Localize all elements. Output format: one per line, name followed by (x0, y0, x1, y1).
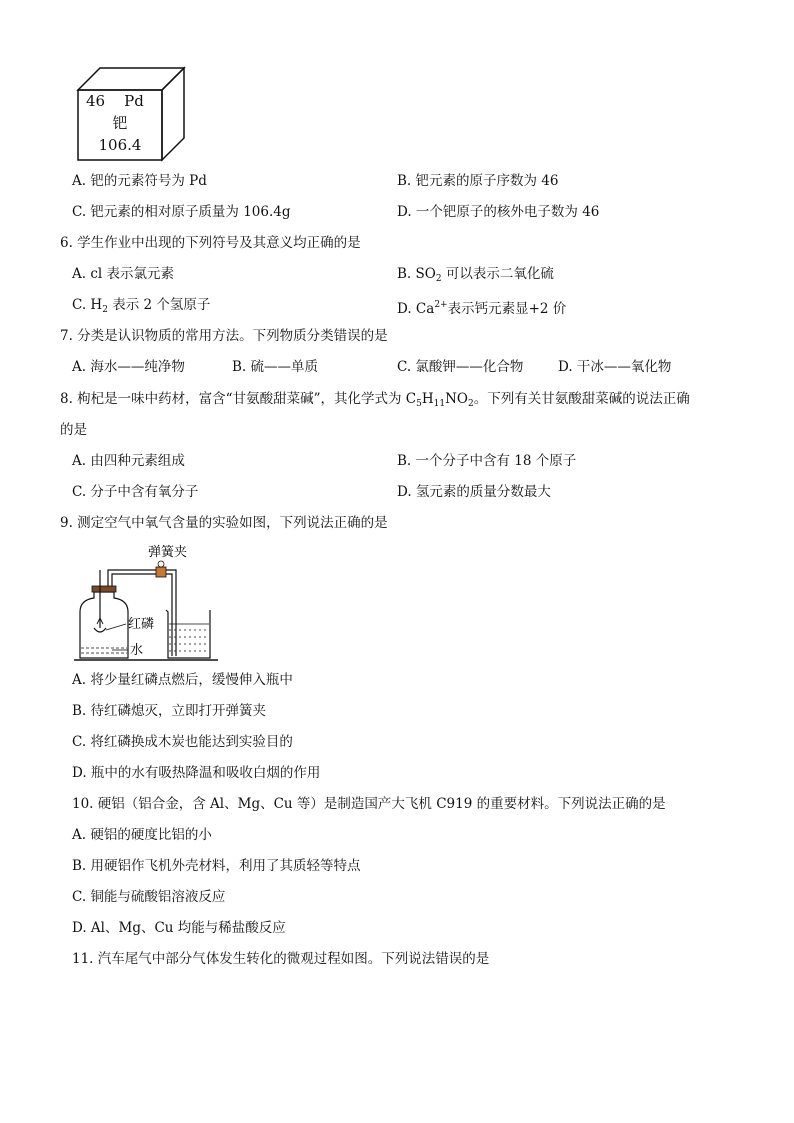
q6-stem: 6. 学生作业中出现的下列符号及其意义均正确的是 (60, 235, 361, 251)
q10-stem: 10. 硬铝（铝合金，含 Al、Mg、Cu 等）是制造国产大飞机 C919 的重要材料。下列说法正确的是 (72, 796, 666, 812)
q7-option-c: C. 氯酸钾——化合物 (397, 359, 524, 375)
q11-stem: 11. 汽车尾气中部分气体发生转化的微观过程如图。下列说法错误的是 (72, 951, 490, 967)
element-card-text (80, 90, 160, 156)
q9-option-b: B. 待红磷熄灭，立即打开弹簧夹 (72, 703, 267, 719)
q7-option-a: A. 海水——纯净物 (72, 359, 185, 375)
element-name: 钯 (112, 114, 128, 132)
q10-option-d: D. Al、Mg、Cu 均能与稀盐酸反应 (72, 920, 286, 936)
q8-option-d: D. 氢元素的质量分数最大 (397, 484, 551, 500)
q6-option-a: A. cl 表示氯元素 (72, 266, 175, 282)
q5-option-c: C. 钯元素的相对原子质量为 106.4g (72, 204, 291, 220)
q6-option-d: D. $Ca^{2+}$表示钙元素显+2 价 (397, 300, 567, 317)
element-number: 46 (86, 92, 106, 110)
q7-stem: 7. 分类是认识物质的常用方法。下列物质分类错误的是 (60, 328, 388, 344)
q7-option-d: D. 干冰——氧化物 (558, 359, 672, 375)
element-symbol: Pd (124, 92, 144, 110)
q8-stem-line2: 的是 (60, 422, 87, 438)
q10-option-a: A. 硬铝的硬度比铝的小 (72, 827, 212, 843)
q5-option-d: D. 一个钯原子的核外电子数为 46 (397, 204, 600, 220)
q8-stem: 8. 枸杞是一味中药材，富含“甘氨酸甜菜碱”，其化学式为 $C_5H_{11}NO_2$。下列有关甘氨酸甜菜碱的说法正确 (60, 391, 690, 409)
q8-option-c: C. 分子中含有氧分子 (72, 484, 199, 500)
q8-option-a: A. 由四种元素组成 (72, 453, 185, 469)
q5-option-b: B. 钯元素的原子序数为 46 (397, 173, 559, 189)
clamp-label: 弹簧夹 (148, 545, 188, 560)
q6-option-c: C. $H_2$ 表示 2 个氢原子 (72, 297, 211, 315)
q9-option-d: D. 瓶中的水有吸热降温和吸收白烟的作用 (72, 765, 321, 781)
element-mass: 106.4 (98, 136, 142, 154)
q7-option-b: B. 硫——单质 (232, 359, 319, 375)
q9-option-c: C. 将红磷换成木炭也能达到实验目的 (72, 734, 293, 750)
water-label: 水 (130, 643, 144, 658)
q9-option-a: A. 将少量红磷点燃后，缓慢伸入瓶中 (72, 672, 293, 688)
q9-stem: 9. 测定空气中氧气含量的实验如图，下列说法正确的是 (60, 515, 388, 531)
q10-option-b: B. 用硬铝作飞机外壳材料，利用了其质轻等特点 (72, 858, 361, 874)
q5-option-a: A. 钯的元素符号为 Pd (72, 173, 207, 189)
q6-option-b: B. $SO_2$ 可以表示二氧化硫 (397, 266, 554, 284)
q8-option-b: B. 一个分子中含有 18 个原子 (397, 453, 577, 469)
q10-option-c: C. 铜能与硫酸铝溶液反应 (72, 889, 226, 905)
phosphorus-label: 红磷 (128, 617, 155, 632)
oxygen-experiment-diagram (72, 540, 222, 664)
